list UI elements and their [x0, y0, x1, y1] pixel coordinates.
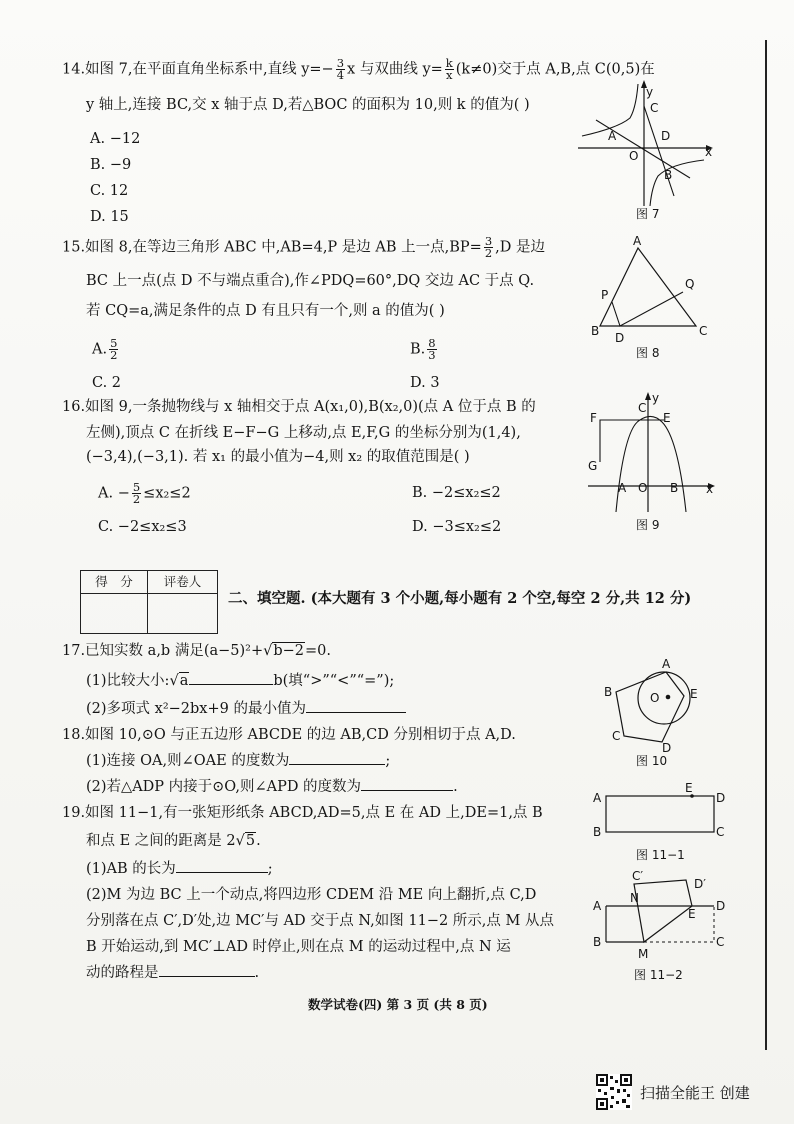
fig7-label-y: y: [646, 85, 654, 99]
q18-sub2-blank[interactable]: [361, 778, 453, 791]
fig11-1-caption: 图 11−1: [636, 848, 685, 862]
q16-stem-line2: 左侧),顶点 C 在折线 E−F−G 上移动,点 E,F,G 的坐标分别为(1,4),: [86, 425, 521, 441]
fig7-label-d: D: [661, 129, 671, 143]
q14-stem-line1: 14.如图 7,在平面直角坐标系中,直线 y=− $\frac{3}{4}$ x 与双曲线 y= $\frac{k}{x}$ (k≠0)交于点 A,B,点 C(0,5)在: [62, 56, 655, 82]
q17-sub1-blank[interactable]: [189, 672, 273, 685]
q14-option-d: D. 15: [90, 209, 129, 225]
fig8-label-d: D: [615, 331, 625, 345]
q16-option-a: A. − $\frac{5}{2}$ ≤x₂≤2: [98, 480, 191, 506]
q19-stem-line1: 19.如图 11−1,有一张矩形纸条 ABCD,AD=5,点 E 在 AD 上,DE=1,点 B: [62, 805, 543, 821]
score-box-grader-label: 评卷人: [148, 571, 217, 594]
fig9-label-y: y: [652, 391, 660, 405]
fig8-label-a: A: [633, 234, 642, 248]
q16-stem-line3: (−3,4),(−3,1). 若 x₁ 的最小值为−4,则 x₂ 的取值范围是( ): [86, 449, 470, 465]
q15-stem-line1: 15.如图 8,在等边三角形 ABC 中,AB=4,P 是边 AB 上一点,BP= $\frac{3}{2}$ ,D 是边: [62, 234, 545, 260]
fig11-2-label-n: N: [630, 891, 639, 905]
q15-stem-line3: 若 CQ=a,满足条件的点 D 有且只有一个,则 a 的值为( ): [86, 303, 445, 319]
q18-sub2: (2)若△ADP 内接于⊙O,则∠APD 的度数为 .: [86, 779, 458, 795]
figure-8: [588, 234, 718, 345]
fig10-label-o: O: [650, 691, 660, 705]
fig8-caption: 图 8: [636, 346, 660, 360]
q17-sub1: (1)比较大小:√a b(填“>”“<”“=”);: [86, 673, 395, 689]
score-box: [80, 570, 218, 634]
score-box-score-label: 得 分: [81, 571, 148, 594]
fig8-label-q: Q: [685, 277, 695, 291]
q18-sub1: (1)连接 OA,则∠OAE 的度数为 ;: [86, 753, 391, 769]
fig9-label-b: B: [670, 481, 679, 495]
fig9-label-x: x: [706, 482, 714, 496]
fig7-label-c: C: [650, 101, 659, 115]
fig11-1-label-b: B: [593, 825, 602, 839]
q18-sub1-blank[interactable]: [289, 752, 385, 765]
fig7-label-o: O: [629, 149, 639, 163]
fig9-label-c: C: [638, 401, 647, 415]
qr-code-icon: [596, 1074, 632, 1110]
q15-option-c: C. 2: [92, 375, 122, 391]
figure-10: [596, 656, 720, 756]
fig9-label-a: A: [618, 481, 627, 495]
fig10-caption: 图 10: [636, 754, 668, 768]
scanner-watermark: 扫描全能王 创建: [640, 1084, 750, 1102]
fig7-caption: 图 7: [636, 207, 660, 221]
fig11-2-caption: 图 11−2: [634, 968, 683, 982]
fig10-label-b: B: [604, 685, 613, 699]
q14-option-b: B. −9: [90, 157, 132, 173]
q16-option-b: B. −2≤x₂≤2: [412, 485, 501, 501]
binding-line: [765, 40, 767, 1050]
figure-9: [586, 388, 720, 514]
q19-sub2-line4: 动的路程是 .: [86, 965, 260, 981]
q15-stem-line2: BC 上一点(点 D 不与端点重合),作∠PDQ=60°,DQ 交边 AC 于点 Q.: [86, 273, 535, 289]
q19-sub2-line3: B 开始运动,到 MC′⊥AD 时停止,则在点 M 的运动过程中,点 N 运: [86, 939, 511, 955]
q14-stem-line2: y 轴上,连接 BC,交 x 轴于点 D,若△BOC 的面积为 10,则 k 的值为( ): [86, 97, 530, 113]
q15-option-d: D. 3: [410, 375, 440, 391]
fig11-1-label-d: D: [716, 791, 726, 805]
q16-option-c: C. −2≤x₂≤3: [98, 519, 187, 535]
section-2-heading: 二、填空题. (本大题有 3 个小题,每小题有 2 个空,每空 2 分,共 12 分): [228, 590, 692, 607]
fig10-label-c: C: [612, 729, 621, 743]
fig11-2-label-d: D: [716, 899, 726, 913]
q19-sub1-blank[interactable]: [176, 860, 268, 873]
q19-sub2-blank[interactable]: [159, 964, 255, 977]
fig10-label-a: A: [662, 657, 671, 671]
q19-sub2-line2: 分别落在点 C′,D′处,边 MC′与 AD 交于点 N,如图 11−2 所示,点 M 从点: [86, 913, 554, 929]
q17-sub2-blank[interactable]: [306, 700, 406, 713]
fig8-label-c: C: [699, 324, 708, 338]
fig11-2-label-b: B: [593, 935, 602, 949]
q15-option-a: A. $\frac{5}{2}$: [92, 336, 118, 362]
q17-sub2: (2)多项式 x²−2bx+9 的最小值为: [86, 700, 406, 718]
fig11-1-label-c: C: [716, 825, 725, 839]
q14-option-c: C. 12: [90, 183, 129, 199]
score-box-divider: [147, 594, 148, 633]
fig11-2-label-m: M: [638, 947, 649, 961]
fig11-1-label-e: E: [685, 781, 693, 795]
fig11-2-label-d-prime: D′: [694, 877, 706, 891]
fig11-1-label-a: A: [593, 791, 602, 805]
fig7-label-a: A: [608, 129, 617, 143]
fig9-label-g: G: [588, 459, 598, 473]
fig8-label-b: B: [591, 324, 600, 338]
fig9-label-f: F: [590, 411, 597, 425]
q17-stem: 17.已知实数 a,b 满足(a−5)²+√b−2=0.: [62, 643, 332, 659]
figure-11-2: [590, 870, 730, 970]
fig11-2-label-e: E: [688, 907, 696, 921]
fig11-2-label-c: C: [716, 935, 725, 949]
fig11-2-label-a: A: [593, 899, 602, 913]
fig7-label-b: B: [664, 168, 673, 182]
q19-sub1: (1)AB 的长为 ;: [86, 861, 273, 877]
fig9-label-e: E: [663, 411, 671, 425]
figure-7: [578, 78, 718, 208]
fig9-label-o: O: [638, 481, 648, 495]
fig10-label-e: E: [690, 687, 698, 701]
q15-option-b: B. $\frac{8}{3}$: [410, 336, 436, 362]
q19-sub2-line1: (2)M 为边 BC 上一个动点,将四边形 CDEM 沿 ME 向上翻折,点 C,D: [86, 887, 537, 903]
fig10-label-d: D: [662, 741, 672, 755]
q16-stem-line1: 16.如图 9,一条抛物线与 x 轴相交于点 A(x₁,0),B(x₂,0)(点 A 位于点 B 的: [62, 399, 536, 415]
page-footer: 数学试卷(四) 第 3 页 (共 8 页): [308, 997, 488, 1012]
fig9-caption: 图 9: [636, 518, 660, 532]
q16-option-d: D. −3≤x₂≤2: [412, 519, 502, 535]
q19-stem-line2: 和点 E 之间的距离是 2√5.: [86, 833, 261, 849]
fig11-2-label-c-prime: C′: [632, 869, 644, 883]
fig8-label-p: P: [601, 288, 609, 302]
figure-11-1: [590, 781, 730, 842]
fig7-label-x: x: [705, 145, 713, 159]
q18-stem: 18.如图 10,⊙O 与正五边形 ABCDE 的边 AB,CD 分别相切于点 A,D.: [62, 727, 516, 743]
q14-option-a: A. −12: [90, 131, 141, 147]
